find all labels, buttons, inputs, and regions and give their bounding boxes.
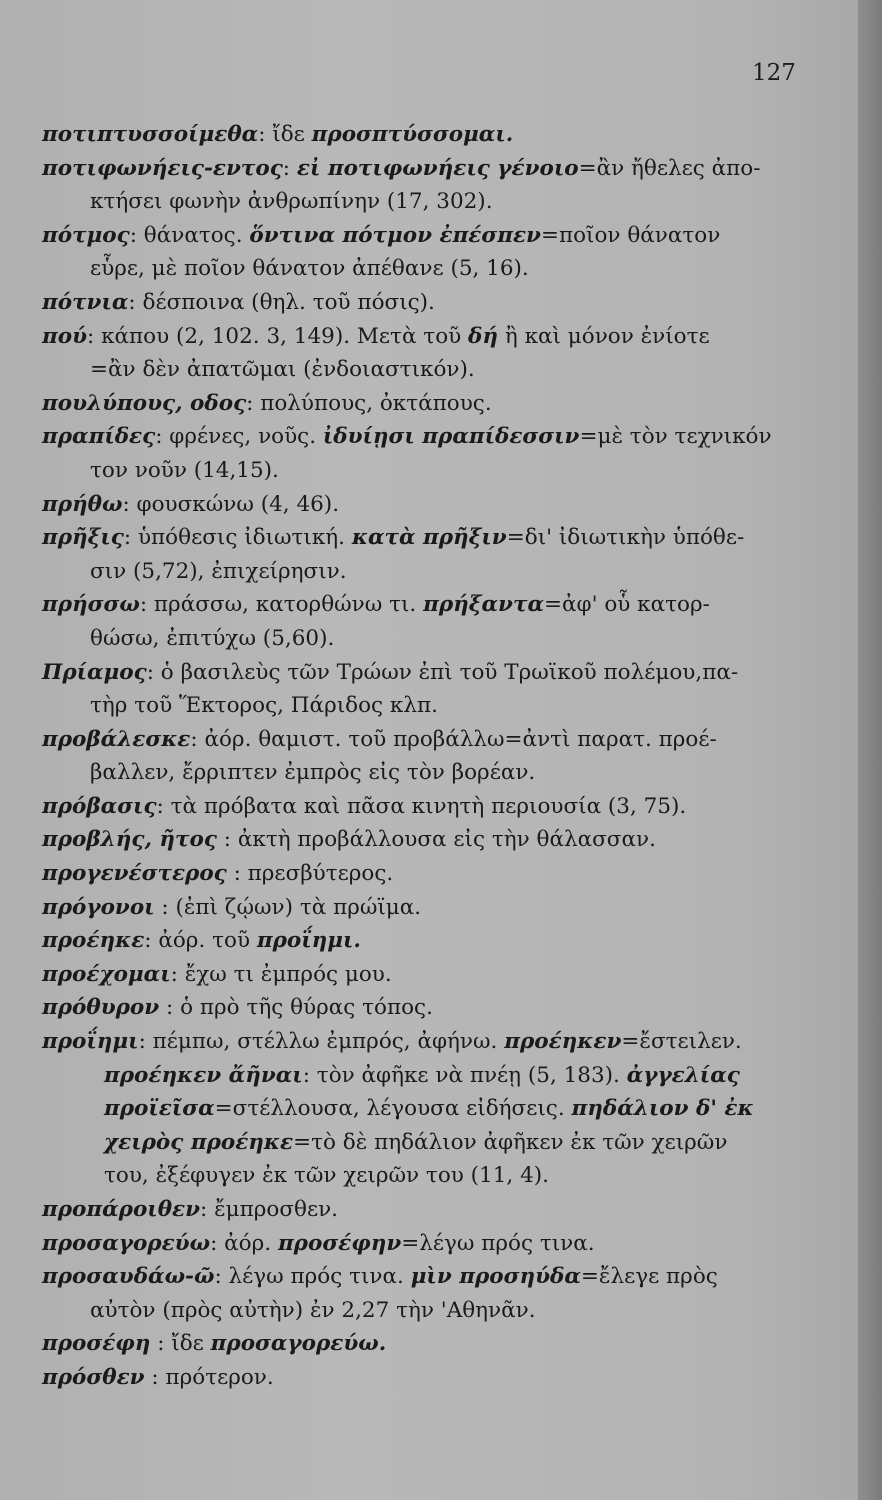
dictionary-entry — [42, 891, 814, 925]
entry-gloss: =λέγω πρός τινα. — [401, 1230, 595, 1256]
entry-definition: : λέγω πρός τινα. — [214, 1264, 411, 1290]
dictionary-entry — [42, 924, 814, 958]
entry-headword: προσαγορεύω — [42, 1230, 211, 1256]
entry-gloss: ἢ καὶ μόνον ἐνίοτε — [498, 323, 710, 349]
entry-example: ἰδυίῃσι πραπίδεσσιν — [322, 424, 580, 450]
dictionary-entry — [42, 588, 814, 622]
dictionary-entry — [42, 723, 814, 757]
entry-subline — [42, 1059, 814, 1093]
entry-example: προΐημι. — [256, 928, 361, 954]
entry-headword: πότμος — [42, 222, 130, 248]
entry-definition: : ἔχω τι ἐμπρός μου. — [170, 961, 392, 987]
entry-definition: : — [282, 155, 297, 181]
entry-headword: πρήθω — [42, 491, 123, 517]
entry-example: κατὰ πρῆξιν — [351, 525, 507, 551]
entry-gloss: =ἀφ' οὗ κατορ- — [543, 592, 710, 618]
entry-example: μὶν προσηύδα — [410, 1264, 581, 1290]
entry-definition: : κάπου (2, 102. 3, 149). Μετὰ τοῦ — [87, 323, 469, 349]
dictionary-entry — [42, 420, 814, 454]
entry-headword: πρήσσω — [42, 592, 140, 618]
entry-definition: : ἀόρ. — [210, 1230, 278, 1256]
dictionary-entry — [42, 521, 814, 555]
entry-definition: : (ἐπὶ ζῴων) τὰ πρώϊμα. — [154, 894, 422, 920]
dictionary-entry — [42, 387, 814, 421]
entry-headword: ποτιπτυσσοίμεθα — [42, 122, 259, 147]
entry-headword: πραπίδες — [42, 424, 156, 450]
entry-definition: : πράσσω, κατορθώνω τι. — [139, 592, 424, 618]
entry-headword: προέηκε — [42, 928, 145, 954]
subline-example: ἀγγελίας — [626, 1062, 740, 1088]
entry-definition: : ὁ βασιλεὺς τῶν Τρώων ἐπὶ τοῦ Τρωϊκοῦ πολέμου,πα- — [146, 659, 739, 685]
entry-example: προσπτύσσομαι. — [311, 122, 514, 147]
entry-gloss: =μὲ τὸν τεχνικόν — [579, 424, 772, 450]
entry-headword: προσαυδάω-ῶ — [42, 1264, 215, 1290]
entry-example: πρήξαντα — [423, 592, 544, 618]
subline-text: του, ἐξέφυγεν ἐκ τῶν χειρῶν του (11, 4). — [104, 1163, 549, 1189]
dictionary-entry — [42, 958, 814, 992]
dictionary-entry — [42, 118, 814, 152]
entry-continuation: σιν (5,72), ἐπιχείρησιν. — [90, 558, 347, 584]
entry-definition: : φουσκώνω (4, 46). — [122, 491, 340, 517]
dictionary-entry — [42, 1193, 814, 1227]
entry-headword: πρόθυρον — [42, 995, 160, 1021]
entry-definition: : ἴδε — [150, 1331, 211, 1357]
entry-headword: προΐημι — [42, 1029, 139, 1055]
dictionary-entry — [42, 286, 814, 320]
entry-example: προσαγορεύω. — [210, 1331, 387, 1357]
entry-definition: : ἴδε — [258, 122, 312, 147]
dictionary-entry — [42, 991, 814, 1025]
entry-headword: πρῆξις — [42, 525, 124, 551]
entry-gloss: =ἔστειλεν. — [621, 1029, 742, 1055]
dictionary-entry — [42, 1327, 814, 1361]
entry-headword: προβάλεσκε — [42, 726, 191, 752]
subline-example: χειρὸς προέηκε — [104, 1129, 294, 1155]
entry-gloss: =ἔλεγε πρὸς — [580, 1264, 718, 1290]
dictionary-entry — [42, 219, 814, 253]
subline-gloss: : τὸν ἀφῆκε νὰ πνέῃ (5, 183). — [302, 1062, 627, 1088]
subline-example: προϊεῖσα — [104, 1096, 215, 1122]
subline-example: προέηκεν ἄῆναι — [104, 1062, 303, 1088]
entry-definition: : τὰ πρόβατα καὶ πᾶσα κινητὴ περιουσία (3, 75). — [156, 793, 687, 819]
page-number: 127 — [752, 60, 796, 86]
entry-example: προέηκεν — [504, 1029, 622, 1055]
entry-continuation: θώσω, ἐπιτύχω (5,60). — [90, 625, 335, 651]
entry-continuation: αὐτὸν (πρὸς αὐτὴν) ἐν 2,27 τὴν 'Αθηνᾶν. — [90, 1297, 536, 1323]
entry-definition: : δέσποινα (θηλ. τοῦ πόσις). — [128, 289, 435, 315]
dictionary-entry — [42, 857, 814, 891]
entry-definition: : ἀόρ. τοῦ — [144, 928, 257, 954]
dictionary-entry — [42, 488, 814, 522]
entry-definition: : ὑπόθεσις ἰδιωτική. — [123, 525, 352, 551]
entry-definition: : ἀόρ. θαμιστ. τοῦ προβάλλω=ἀντὶ παρατ. προέ- — [190, 726, 717, 752]
subline-gloss: =τὸ δὲ πηδάλιον ἀφῆκεν ἐκ τῶν χειρῶν — [293, 1129, 728, 1155]
entry-gloss: =ποῖον θάνατον — [540, 222, 721, 248]
entry-headword: ποτιφωνήεις-εντος — [42, 155, 283, 181]
entry-definition: : ὁ πρὸ τῆς θύρας τόπος. — [159, 995, 433, 1021]
dictionary-entry — [42, 656, 814, 690]
dictionary-entry — [42, 1227, 814, 1261]
entry-headword: πρόσθεν — [42, 1364, 145, 1390]
entry-headword: προπάροιθεν — [42, 1197, 201, 1222]
entry-continuation: κτήσει φωνὴν ἀνθρωπίνην (17, 302). — [90, 189, 493, 215]
dictionary-entry — [42, 1025, 814, 1059]
entry-gloss: =δι' ἰδιωτικὴν ὑπόθε- — [506, 525, 745, 551]
entry-definition: : ἔμπροσθεν. — [200, 1197, 338, 1222]
entry-example: δή — [468, 323, 499, 349]
entry-headword: πουλύπους, οδος — [42, 390, 247, 416]
entry-definition: : πρεσβύτερος. — [226, 861, 394, 887]
dictionary-entry — [42, 1361, 814, 1395]
entry-gloss: =ἂν ἤθελες ἀπο- — [578, 155, 761, 181]
subline-example: πηδάλιον δ' ἐκ — [571, 1096, 754, 1122]
subline-gloss: =στέλλουσα, λέγουσα εἰδήσεις. — [214, 1096, 572, 1122]
entry-subline — [42, 1126, 814, 1160]
entry-headword: πρόβασις — [42, 793, 157, 819]
entry-headword: πρόγονοι — [42, 894, 155, 920]
entry-definition: : φρένες, νοῦς. — [155, 424, 323, 450]
entry-continuation: βαλλεν, ἔρριπτεν ἐμπρὸς εἰς τὸν βορέαν. — [90, 760, 536, 786]
entry-headword: Πρίαμος — [42, 659, 147, 685]
entry-continuation: εὗρε, μὲ ποῖον θάνατον ἀπέθανε (5, 16). — [90, 256, 529, 282]
entry-subline — [42, 1092, 814, 1126]
entry-definition: : πέμπω, στέλλω ἐμπρός, ἀφήνω. — [138, 1029, 505, 1055]
entry-subline — [42, 1159, 814, 1193]
dictionary-entry — [42, 790, 814, 824]
entry-headword: προγενέστερος — [42, 861, 227, 887]
dictionary-entry — [42, 320, 814, 354]
entry-definition: : πρότερον. — [144, 1364, 274, 1390]
entry-headword: πού — [42, 323, 87, 349]
entry-continuation: =ἂν δὲν ἀπατῶμαι (ἐνδοιαστικόν). — [90, 357, 475, 383]
dictionary-entry — [42, 1260, 814, 1294]
entry-example: προσέφην — [277, 1230, 402, 1256]
entry-example: ὅντινα πότμον ἐπέσπεν — [249, 222, 541, 248]
entry-headword: προσέφη — [42, 1331, 151, 1357]
page-edge — [858, 0, 882, 1500]
entry-continuation: τον νοῦν (14,15). — [90, 457, 279, 483]
entry-headword: πότνια — [42, 289, 129, 315]
entry-continuation: τὴρ τοῦ Ἕκτορος, Πάριδος κλπ. — [90, 693, 438, 719]
entry-headword: προβλής, ῆτος — [42, 827, 217, 853]
entry-definition: : ἀκτὴ προβάλλουσα εἰς τὴν θάλασσαν. — [216, 827, 656, 853]
entry-definition: : πολύπους, ὀκτάπους. — [246, 390, 492, 416]
dictionary-text — [42, 118, 814, 1395]
dictionary-entry — [42, 152, 814, 186]
entry-example: εἰ ποτιφωνήεις γένοιο — [296, 155, 579, 181]
entry-headword: προέχομαι — [42, 961, 171, 987]
dictionary-entry — [42, 823, 814, 857]
entry-definition: : θάνατος. — [129, 222, 250, 248]
